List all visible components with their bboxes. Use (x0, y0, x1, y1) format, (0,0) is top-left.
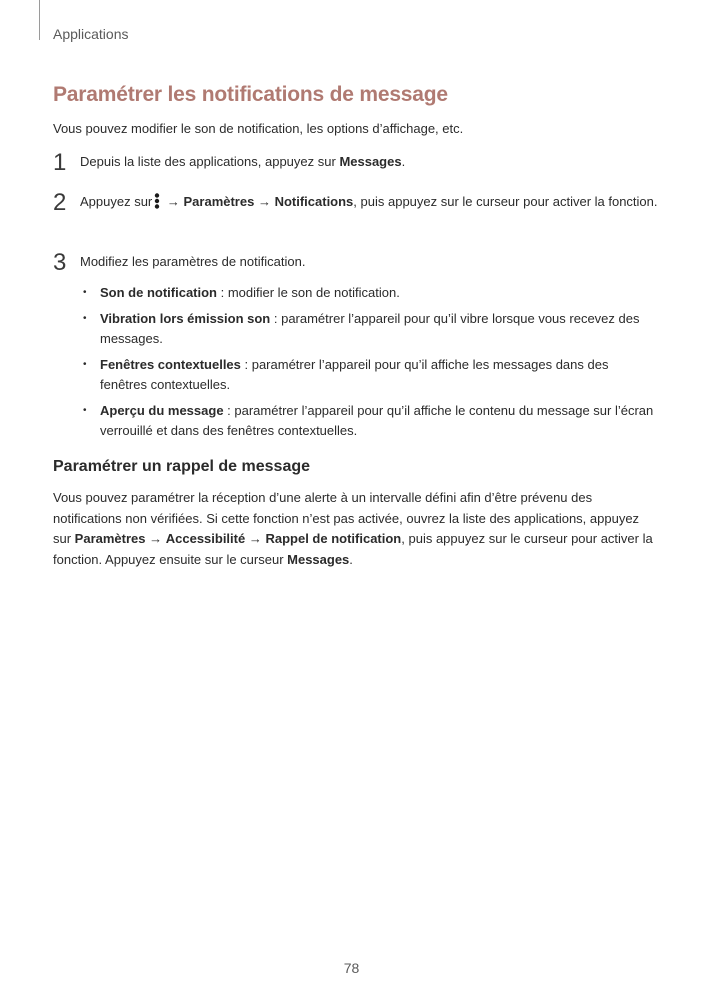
reminder-paragraph (53, 488, 653, 570)
section-header: Applications (53, 26, 129, 42)
list-item (83, 283, 658, 303)
intro-text: Vous pouvez modifier le son de notification, les options d’affichage, etc. (53, 121, 464, 136)
option-description: : paramétrer l’appareil pour qu’il affiche le contenu du message sur l’écran verrouillé et dans des fenêtres contextuelles. (100, 403, 654, 438)
bullet-dot: • (83, 313, 87, 324)
step-number: 3 (53, 249, 67, 276)
paragraph-text: . (349, 551, 353, 567)
step-1 (53, 149, 663, 176)
step-text-part: Depuis la liste des applications, appuyez sur (80, 154, 340, 169)
step-text: Modifiez les paramètres de notification. (80, 254, 306, 269)
page-title: Paramétrer les notifications de message (53, 83, 448, 106)
step-number: 1 (53, 149, 67, 176)
notifications-label: Notifications (274, 194, 354, 209)
step-text-part: Appuyez sur (80, 194, 153, 209)
page-number: 78 (343, 960, 360, 976)
bullet-dot: • (83, 287, 87, 298)
messages-label: Messages (287, 551, 350, 567)
step-2 (53, 189, 663, 216)
paragraph-text: Vous pouvez paramétrer la réception d’une alerte à un intervalle défini afin d’être prévenu des notifications non vérifiées. Si cette fonction n’est pas activée, ouvrez la liste des applications, appuyez sur (53, 490, 640, 546)
more-options-icon (154, 193, 160, 209)
option-description: : paramétrer l’appareil pour qu’il vibre lorsque vous recevez des messages. (100, 311, 640, 346)
list-item (83, 401, 658, 441)
settings-label: Paramètres (183, 194, 255, 209)
step-text-part: . (401, 154, 406, 169)
list-item (83, 309, 658, 349)
settings-label: Paramètres (74, 531, 146, 546)
list-item (83, 355, 658, 395)
step-text-part: , puis appuyez sur le curseur pour activer la fonction. (353, 194, 658, 209)
header-rule (39, 0, 40, 40)
arrow: → (145, 531, 166, 546)
notification-reminder-label: Rappel de notification (265, 531, 402, 546)
option-name: Fenêtres contextuelles (100, 357, 241, 372)
notification-options-list (83, 283, 658, 447)
option-description: : modifier le son de notification. (217, 285, 400, 300)
arrow: → (245, 531, 266, 546)
bullet-dot: • (83, 359, 87, 370)
option-name: Son de notification (100, 285, 217, 300)
step-text (80, 190, 663, 212)
paragraph-text: , puis appuyez sur le curseur pour activer la fonction. Appuyez ensuite sur le curseur (53, 531, 653, 567)
messages-label: Messages (339, 154, 402, 169)
option-name: Aperçu du message (100, 403, 224, 418)
arrow: → (163, 194, 184, 209)
step-text (80, 150, 663, 172)
accessibility-label: Accessibilité (165, 531, 246, 546)
step-number: 2 (53, 189, 67, 216)
section-subtitle: Paramétrer un rappel de message (53, 458, 311, 475)
step-3 (53, 249, 663, 276)
arrow: → (254, 194, 275, 209)
option-description: : paramétrer l’appareil pour qu’il affiche les messages dans des fenêtres contextuelles. (100, 357, 609, 392)
option-name: Vibration lors émission son (100, 311, 271, 326)
bullet-dot: • (83, 405, 87, 416)
